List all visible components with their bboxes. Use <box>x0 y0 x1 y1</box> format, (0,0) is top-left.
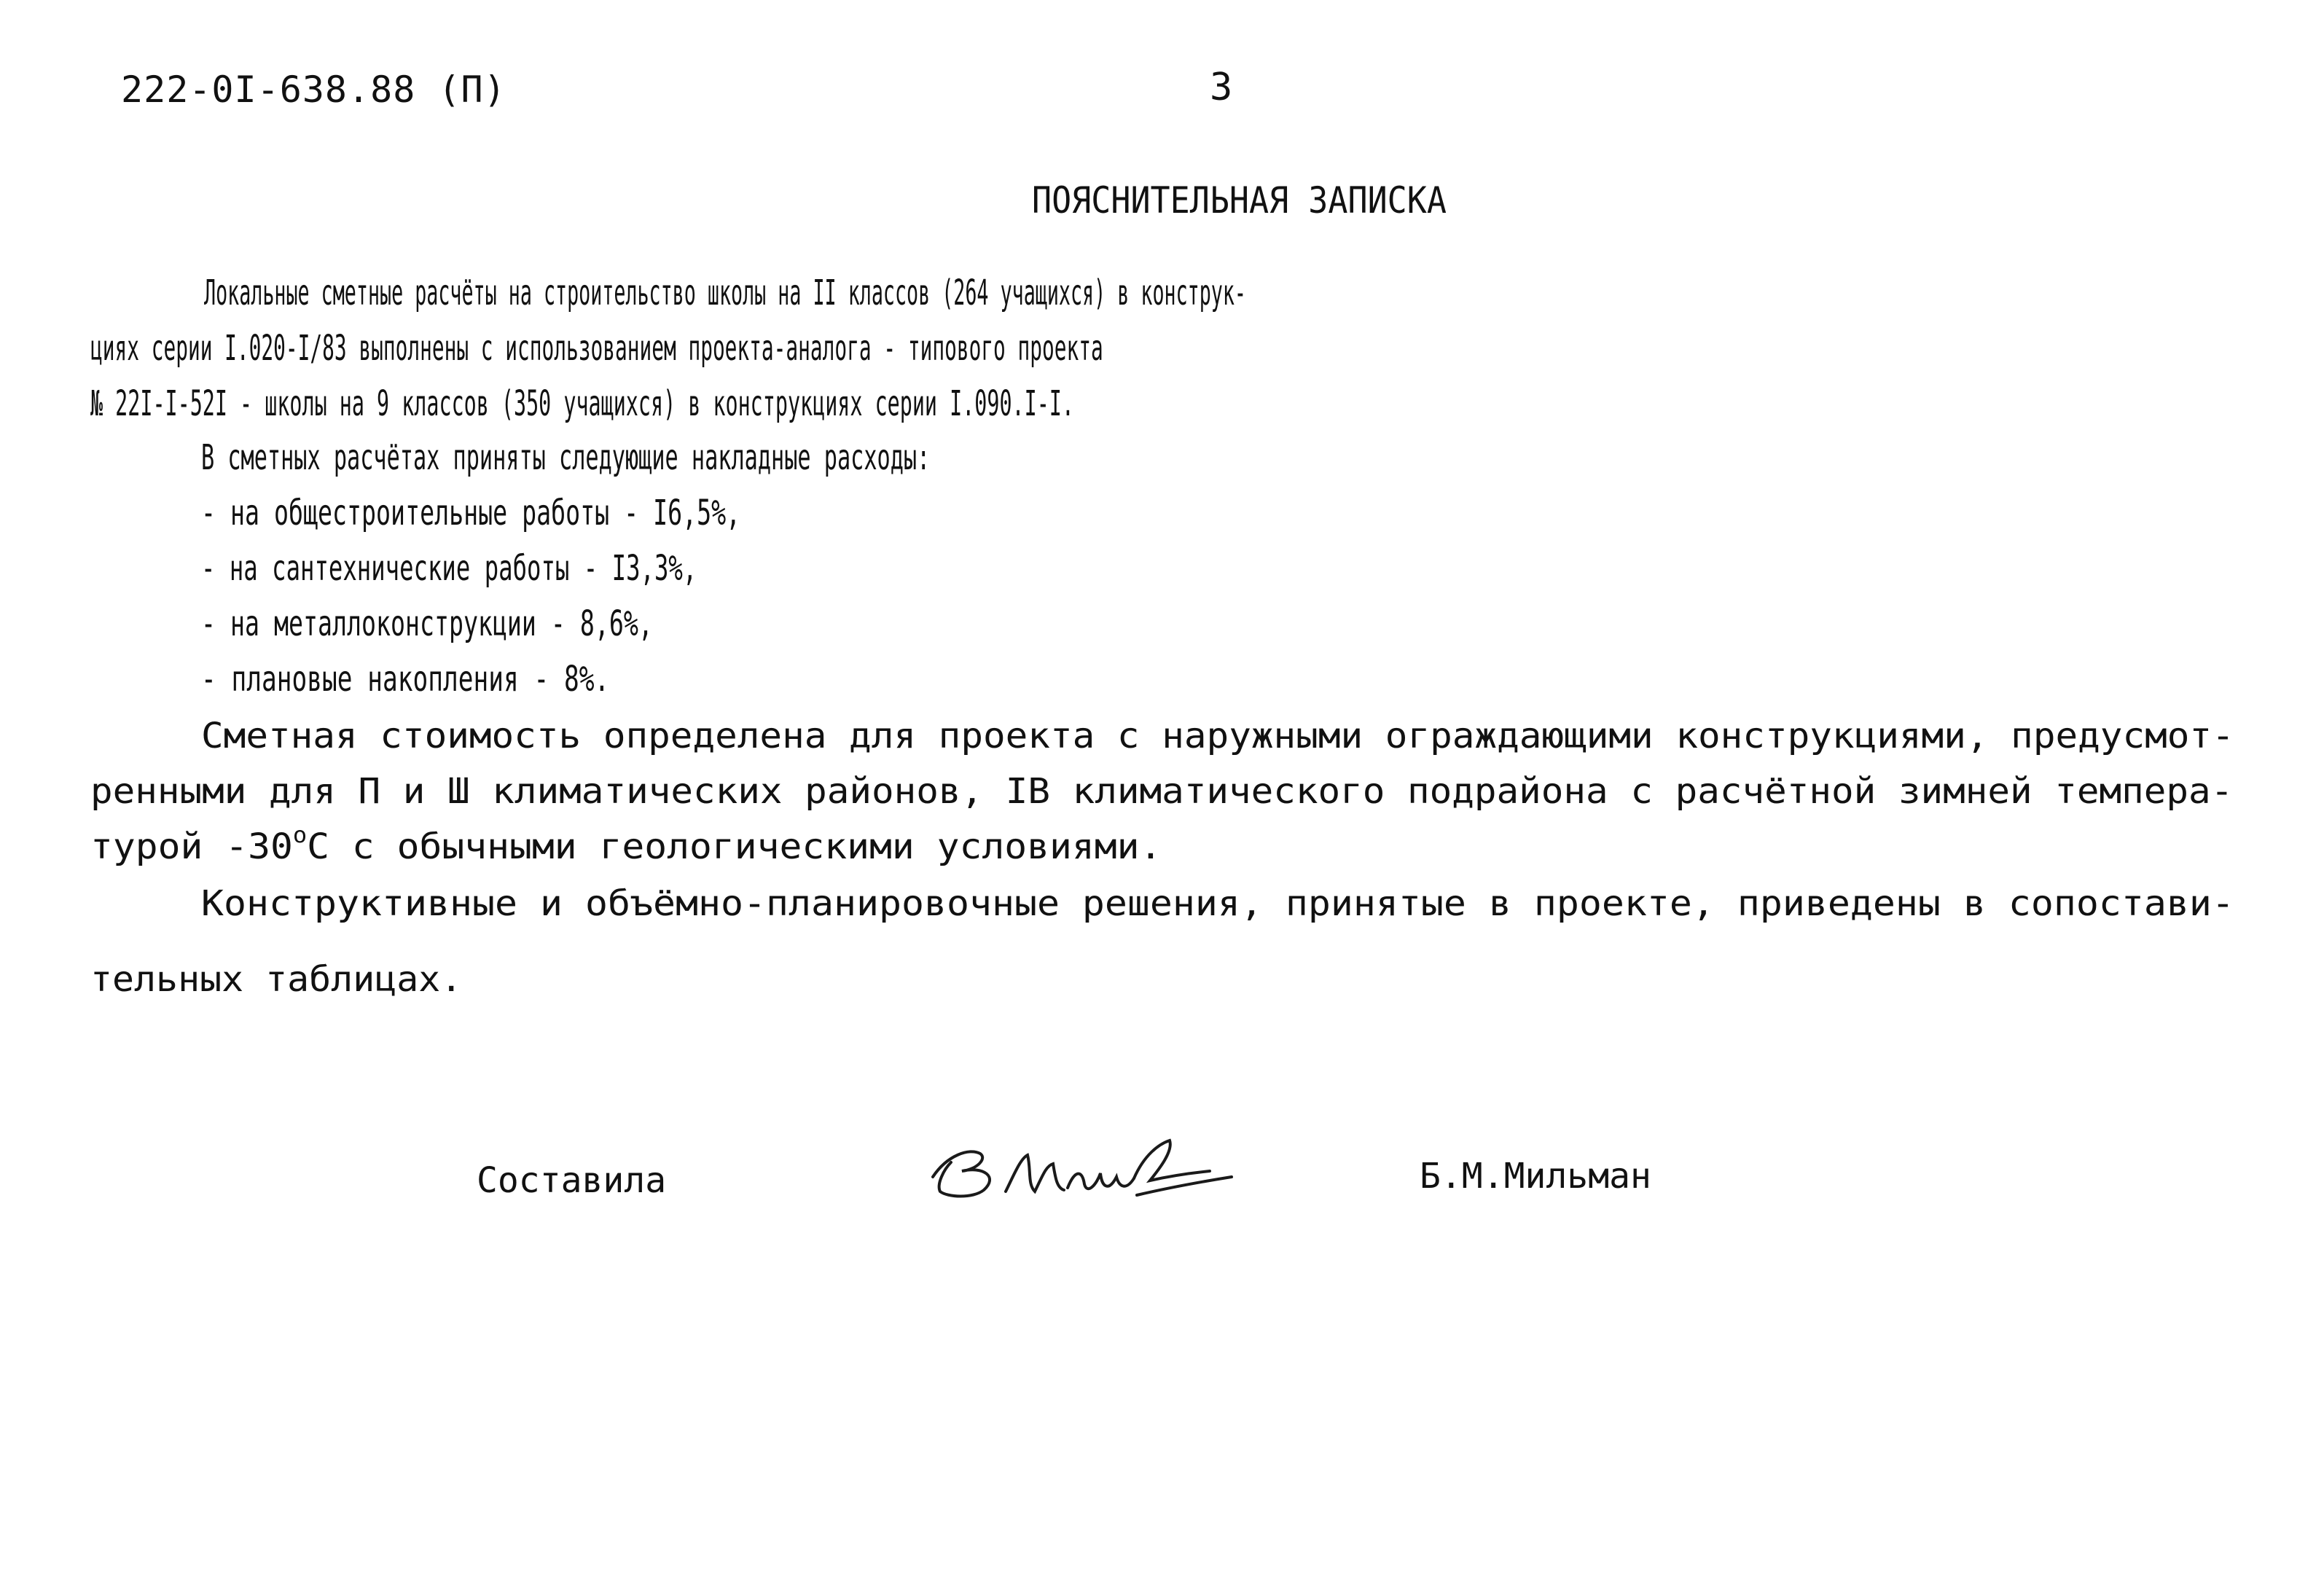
overhead-item-planned-savings: - плановые накопления - 8%. <box>201 659 610 700</box>
paragraph-3-line-3-start: турой -30 <box>90 826 293 867</box>
paragraph-3-line-1: Сметная стоимость определена для проекта с наружными ограждающими конструкциями, предусмот- <box>201 716 2234 756</box>
paragraph-1-line-2: циях серии I.020-I/83 выполнены с использованием проекта-аналога - типового проекта <box>90 328 1103 369</box>
handwritten-signature <box>918 1126 1239 1213</box>
degree-superscript: о <box>292 823 308 848</box>
document-title: ПОЯСНИТЕЛЬНАЯ ЗАПИСКА <box>1032 179 1447 222</box>
paragraph-3-line-2: ренными для П и Ш климатических районов, IВ климатического подрайона с расчётной зимней темпера- <box>90 771 2234 812</box>
overhead-item-general-construction: - на общестроительные работы - I6,5%, <box>201 493 741 533</box>
signer-name: Б.М.Мильман <box>1420 1156 1651 1197</box>
paragraph-4-line-2: тельных таблицах. <box>90 959 463 1000</box>
paragraph-1-line-3: № 22I-I-52I - школы на 9 классов (350 учащихся) в конструкциях серии I.090.I-I. <box>90 383 1074 424</box>
paragraph-2-intro: В сметных расчётах приняты следующие накладные расходы: <box>201 437 931 478</box>
paragraph-1-line-1: Локальные сметные расчёты на строительство школы на II классов (264 учащихся) в конструк- <box>204 273 1246 313</box>
compiled-by-label: Составила <box>477 1160 667 1201</box>
paragraph-4-line-1: Конструктивные и объёмно-планировочные решения, принятые в проекте, приведены в сопостави- <box>201 883 2234 924</box>
paragraph-3-line-3 <box>90 823 1162 867</box>
document-code: 222-0I-638.88 (П) <box>121 69 506 111</box>
page-number: 3 <box>1210 66 1233 109</box>
paragraph-3-line-3-end: С с обычными геологическими условиями. <box>307 826 1162 867</box>
overhead-item-metal-structures: - на металлоконструкции - 8,6%, <box>201 603 653 644</box>
overhead-item-plumbing: - на сантехнические работы - I3,3%, <box>201 548 697 589</box>
